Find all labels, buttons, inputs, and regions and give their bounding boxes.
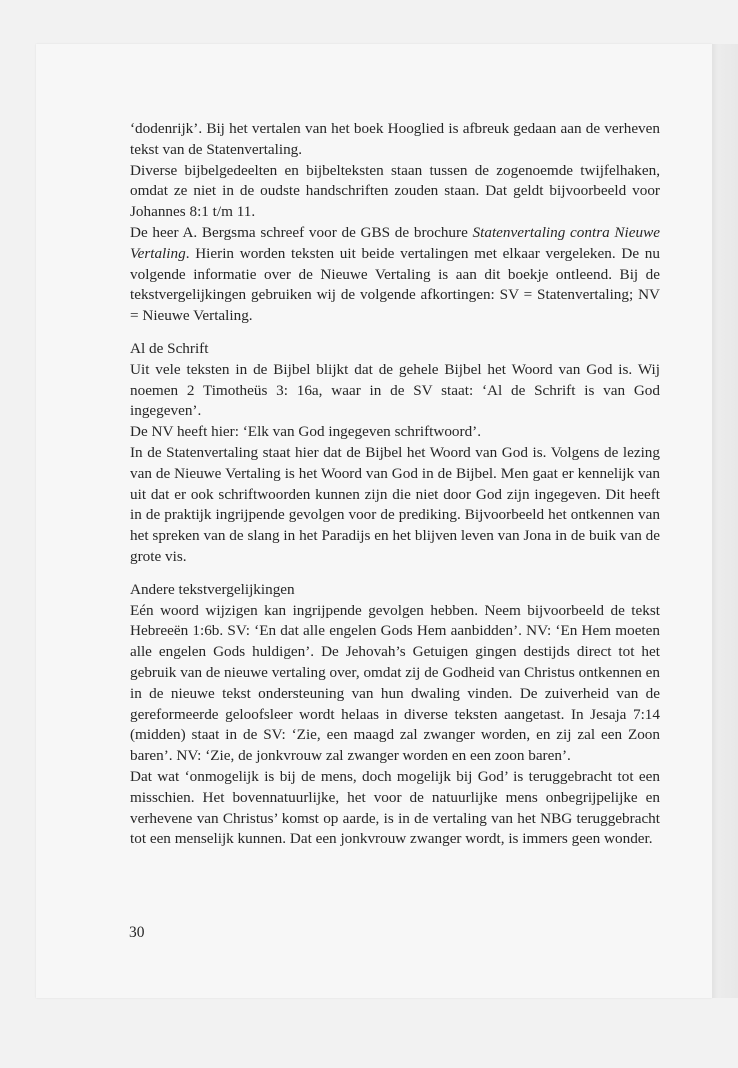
intro-paragraph-1: ‘dodenrijk’. Bij het vertalen van het boek Hooglied is afbreuk gedaan aan de verheven tekst van de Statenvertaling.: [130, 120, 660, 158]
page-number: 30: [129, 924, 145, 941]
intro-paragraph-3: [130, 223, 660, 327]
page-edge-shadow: [712, 44, 738, 998]
section1-paragraph-1: Uit vele teksten in de Bijbel blijkt dat de gehele Bijbel het Woord van God is. Wij noemen 2 Timotheüs 3: 16a, waar in de SV staat: ‘Al de Schrift is van God ingegeven’.: [130, 360, 660, 420]
body-text: [130, 119, 660, 850]
section1-paragraph-3: In de Statenvertaling staat hier dat de Bijbel het Woord van God is. Volgens de lezing van de Nieuwe Vertaling is het Woord van God in de Bijbel. Men gaat er kennelijk van uit dat er ook schriftwoorden kunnen zijn die niet door God zijn ingegeven. Dit heeft in de praktijk ingrijpende gevolgen voor de prediking. Bijvoorbeeld het ontkennen van het spreken van de slang in het Paradijs en het blijven leven van Jona in de buik van de grote vis.: [130, 443, 660, 565]
intro-paragraph-2: Diverse bijbelgedeelten en bijbelteksten staan tussen de zogenoemde twijfelhaken, omdat ze niet in de oudste handschriften zouden staan. Dat geldt bijvoorbeeld voor Johannes 8:1 t/m 11.: [130, 161, 660, 221]
section1-paragraph-2: De NV heeft hier: ‘Elk van God ingegeven schriftwoord’.: [130, 423, 482, 441]
brochure-title: Statenvertaling contra Nieuwe Vertaling: [130, 223, 660, 262]
section-heading-andere-tekstvergelijkingen: Andere tekstvergelijkingen: [130, 580, 295, 598]
section2-paragraph-2: Dat wat ‘onmogelijk is bij de mens, doch mogelijk bij God’ is teruggebracht tot een misschien. Het bovennatuurlijke, het voor de natuurlijke mens onbegrijpelijke en verhevene van Christus’ komst op aarde, is in de vertaling van het NBG teruggebracht tot een menselijk kunnen. Dat een jonkvrouw zwanger wordt, is immers geen wonder.: [130, 767, 660, 848]
intro-paragraph-3-start: De heer A. Bergsma schreef voor de GBS de brochure: [130, 223, 473, 241]
intro-paragraph-3-end: . Hierin worden teksten uit beide vertalingen met elkaar vergeleken. De nu volgende informatie over de Nieuwe Vertaling is aan dit boekje ontleend. Bij de tekstvergelijkingen gebruiken wij de volgende afkortingen: SV = Statenvertaling; NV = Nieuwe Vertaling.: [130, 244, 660, 325]
section-heading-al-de-schrift: Al de Schrift: [130, 339, 209, 357]
section2-paragraph-1: Eén woord wijzigen kan ingrijpende gevolgen hebben. Neem bijvoorbeeld de tekst Hebreeën 1:6b. SV: ‘En dat alle engelen Gods Hem aanbidden’. NV: ‘En Hem moeten alle engelen Gods huldigen’. De Jehovah’s Getuigen gingen destijds direct tot het gebruik van de nieuwe vertaling over, omdat zij de Godheid van Christus ontkennen en in de nieuwe tekst ondersteuning van hun dwaling vinden. De zuiverheid van de gereformeerde geloofsleer wordt helaas in diverse teksten aangetast. In Jesaja 7:14 (midden) staat in de SV: ‘Zie, een maagd zal zwanger worden, en zij zal een Zoon baren’. NV: ‘Zie, de jonkvrouw zal zwanger worden en een zoon baren’.: [130, 601, 660, 765]
